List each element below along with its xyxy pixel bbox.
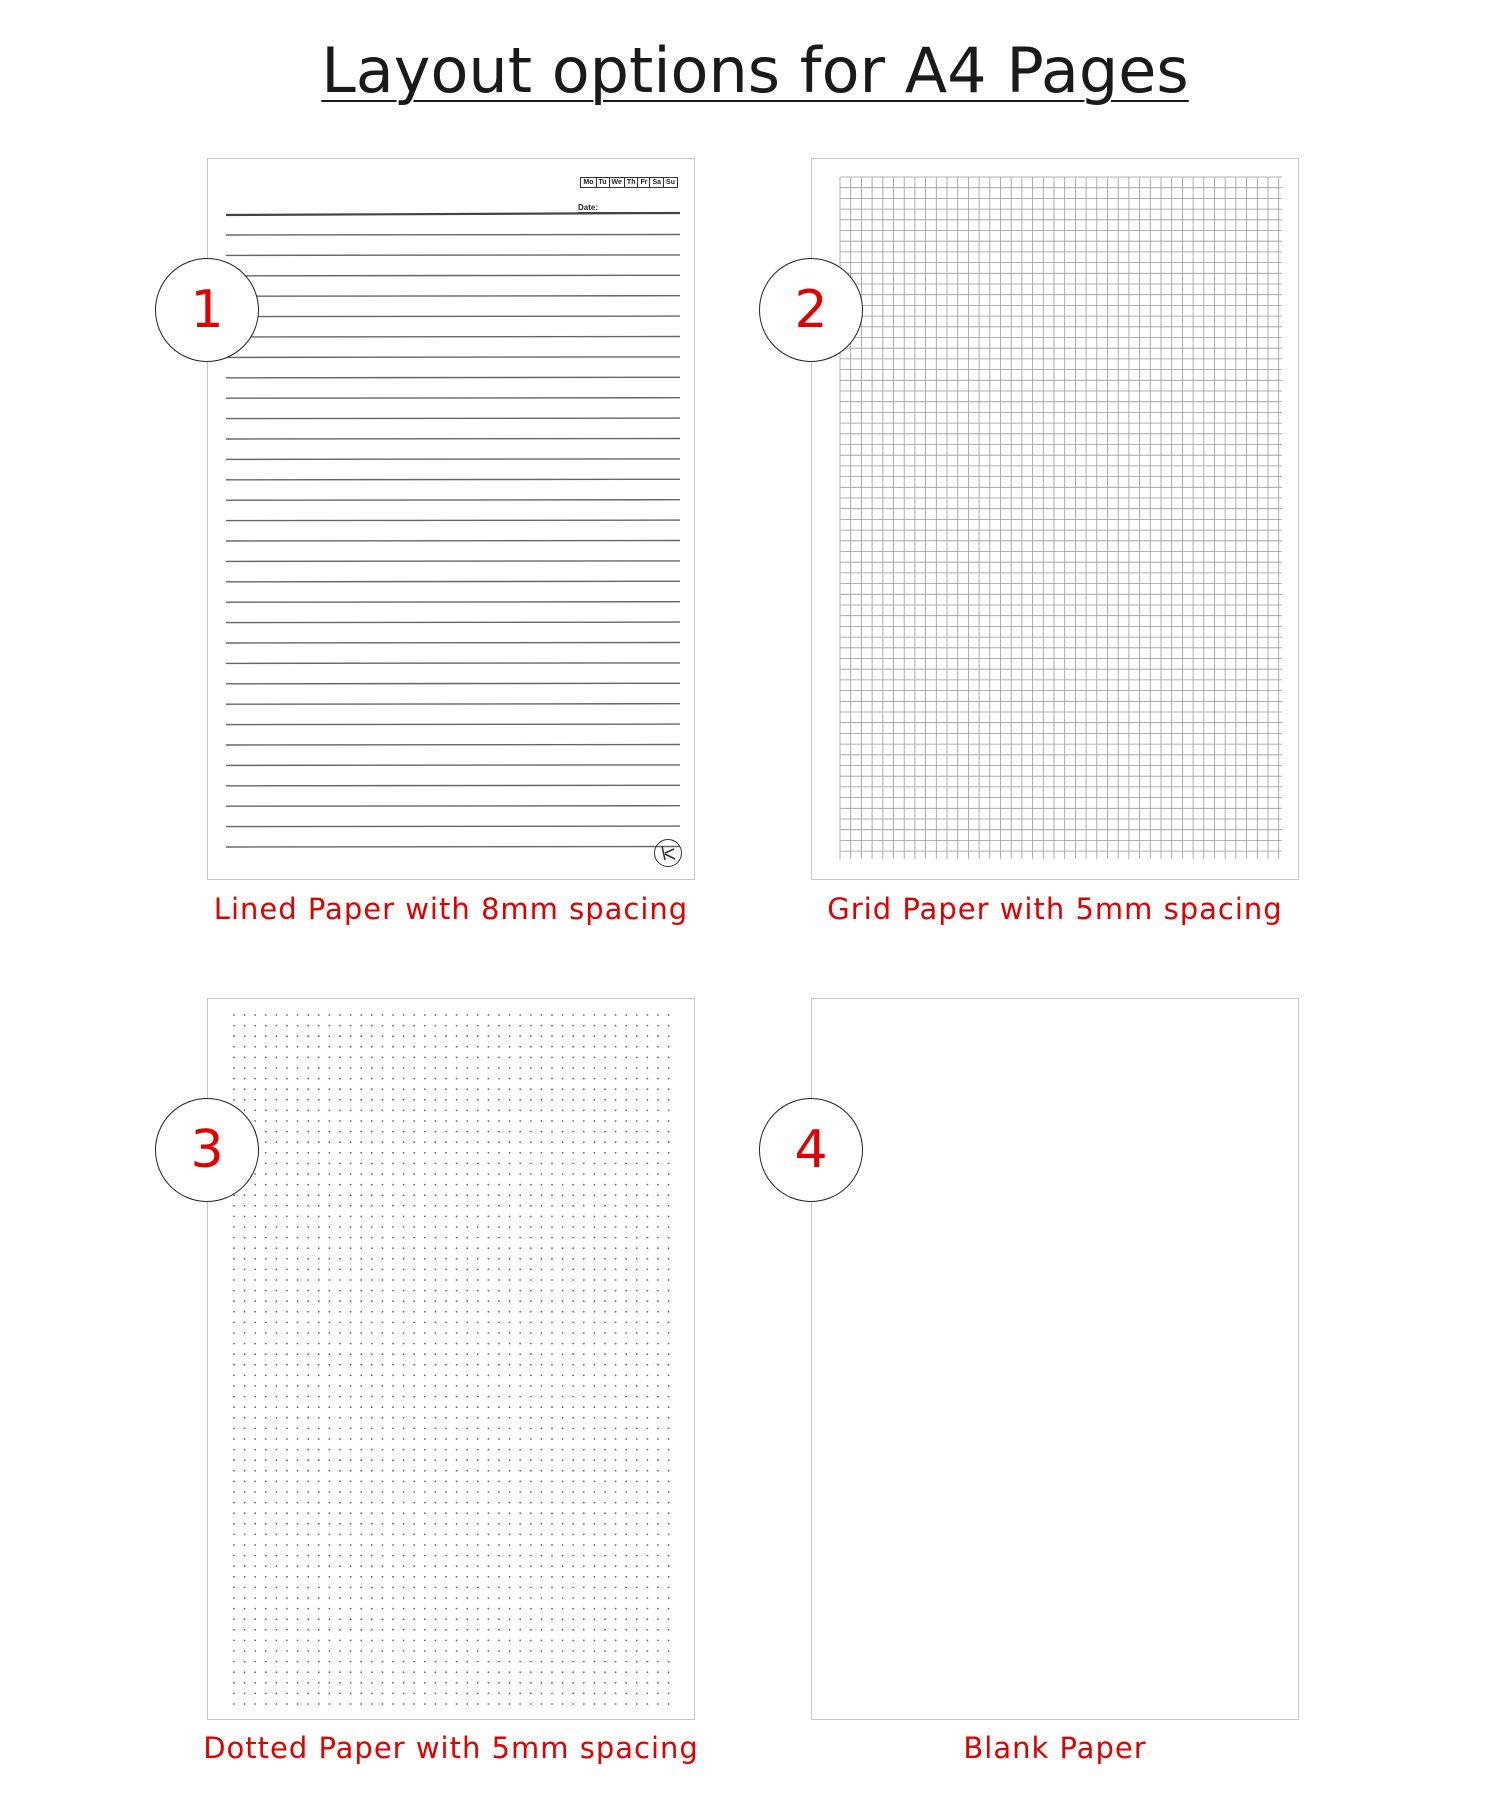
ruled-line: [226, 663, 680, 664]
ruled-line: [226, 316, 680, 317]
weekday-tu: Tu: [597, 178, 610, 187]
ruled-line: [226, 847, 680, 848]
date-field-label: Date:: [578, 203, 678, 213]
weekday-mo: Mo: [581, 178, 596, 187]
ruled-line: [226, 479, 680, 480]
ruled-line: [226, 561, 680, 562]
ruled-line: [226, 602, 680, 603]
grid-lines: [812, 159, 1298, 879]
ruled-line: [226, 826, 680, 827]
lined-paper-preview: [207, 158, 695, 880]
ruled-line: [226, 785, 680, 786]
weekday-su: Su: [666, 179, 675, 186]
grid-paper-preview: [811, 158, 1299, 880]
ruled-line: [226, 275, 680, 276]
option-number-badge: 1: [155, 258, 259, 362]
ruled-line: [226, 296, 680, 297]
ruled-line: [226, 337, 680, 338]
option-number-badge: 2: [759, 258, 863, 362]
ruled-line: [226, 459, 680, 460]
ruled-line: [226, 357, 680, 358]
ruled-line: [226, 500, 680, 501]
option-number-badge: 4: [759, 1098, 863, 1202]
ruled-line: [226, 541, 680, 542]
ruled-line: [226, 643, 680, 644]
ruled-line: [226, 724, 680, 725]
ruled-line: [226, 398, 680, 399]
option-number-badge: 3: [155, 1098, 259, 1202]
ruled-line: [226, 520, 680, 521]
dot-pattern: [208, 999, 694, 1719]
ruled-line: [226, 418, 680, 419]
option-caption: Grid Paper with 5mm spacing: [827, 892, 1283, 926]
dotted-paper-preview: [207, 998, 695, 1720]
option-caption: Lined Paper with 8mm spacing: [213, 892, 689, 926]
weekday-we: We: [610, 178, 625, 187]
pen-logo-icon: [654, 839, 682, 867]
blank-paper-preview: [811, 998, 1299, 1720]
ruled-line: [226, 622, 680, 623]
weekday-fr: Fr: [638, 178, 650, 187]
weekday-th: Th: [625, 178, 639, 187]
weekday-sa: Sa: [650, 178, 664, 187]
ruled-line: [226, 235, 680, 236]
ruled-lines: [208, 159, 694, 879]
ruled-line: [226, 581, 680, 582]
option-caption: Blank Paper: [963, 1731, 1147, 1765]
ruled-line: [226, 806, 680, 807]
ruled-line: [226, 765, 680, 766]
ruled-line: [226, 683, 680, 684]
ruled-line: [226, 704, 680, 705]
ruled-line: [226, 377, 680, 378]
ruled-line: [226, 439, 680, 440]
ruled-line: [226, 745, 680, 746]
option-caption: Dotted Paper with 5mm spacing: [203, 1731, 699, 1765]
page-title: Layout options for A4 Pages: [321, 34, 1189, 107]
ruled-line: [226, 255, 680, 256]
